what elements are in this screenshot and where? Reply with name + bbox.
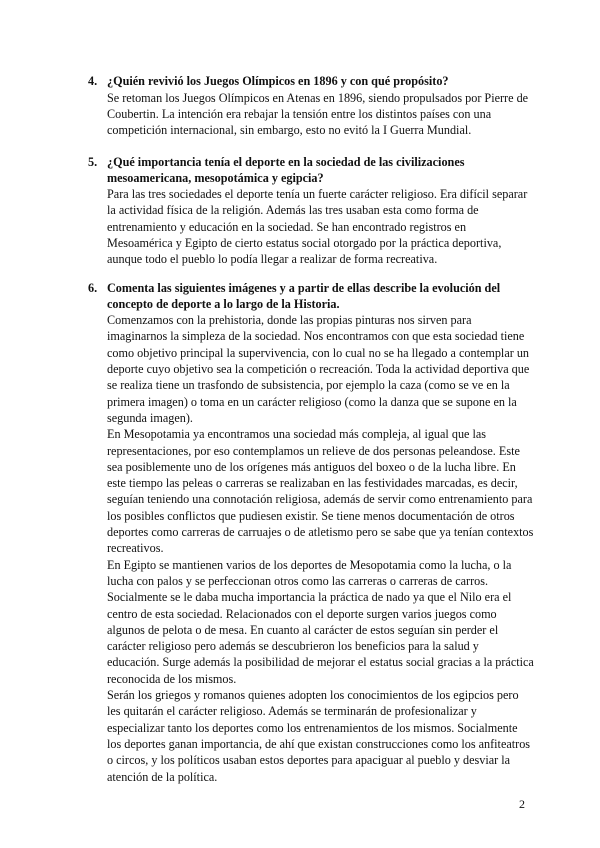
question-6-answer xyxy=(107,312,534,785)
question-5-title: ¿Qué importancia tenía el deporte en la sociedad de las civilizaciones mesoamericana, mesopotámica y egipcia? xyxy=(107,155,465,185)
question-4-heading xyxy=(88,74,534,90)
question-5-heading xyxy=(88,155,534,186)
answer-paragraph-mesopotamia: En Mesopotamia ya encontramos una sociedad más compleja, al igual que las representaciones, por eso contemplamos un relieve de dos personas peleandose. Este sea posiblemente uno de los orígenes más antiguos del boxeo o de la lucha libre. En este tiempo las peleas o carreras se realizaban en las festividades marcadas, es decir, seguían teniendo una connotación religiosa, además de servir como entrenamiento para los posibles conflictos que pudiesen existir. Se tiene menos documentación de otros deportes como carreras de carruajes o de atletismo pero se sabe que ya tenían contextos recreativos. xyxy=(107,427,534,556)
answer-paragraph-egypt: En Egipto se mantienen varios de los deportes de Mesopotamia como la lucha, o la lucha con palos y se perfeccionan otros como las carreras o carreras de carros. Socialmente se le daba mucha importancia la práctica de nado ya que el Nilo era el centro de esta sociedad. Relacionados con el deporte surgen varios juegos como algunos de pelota o de mesa. En cuanto al carácter de estos seguían sin perder el carácter religioso pero además se descubrieron los beneficios para la salud y educación. Surge además la posibilidad de mejorar el estatus social gracias a la práctica reconocida de los mismos. xyxy=(107,557,534,686)
answer-paragraph: Se retoman los Juegos Olímpicos en Atenas en 1896, siendo propulsados por Pierre de Coubertin. La intención era rebajar la tensión entre los distintos países con una competición internacional, sin embargo, esto no evitó la I Guerra Mundial. xyxy=(107,90,529,138)
question-6-heading xyxy=(88,281,534,312)
question-6-number: 6. xyxy=(88,281,98,295)
question-4-answer xyxy=(107,90,534,139)
question-6-title: Comenta las siguientes imágenes y a partir de ellas describe la evolución del concepto de deporte a lo largo de la Historia. xyxy=(107,281,501,311)
answer-paragraph-greece-rome: Serán los griegos y romanos quienes adopten los conocimientos de los egipcios pero les quitarán el carácter religioso. Además se terminarán de profesionalizar y especializar tanto los deportes como los entrenamientos de los mismos. Socialmente los deportes ganan importancia, de ahí que existan construcciones como los anfiteatros o circos, y los políticos usaban estos deportes para apaciguar al pueblo y desviar la atención de la política. xyxy=(107,688,531,784)
question-4-title: ¿Quién revivió los Juegos Olímpicos en 1896 y con qué propósito? xyxy=(107,74,449,88)
question-4-number: 4. xyxy=(88,74,98,88)
question-5-answer xyxy=(107,186,534,267)
page-number: 2 xyxy=(519,797,525,811)
question-6 xyxy=(88,281,534,785)
answer-paragraph: Para las tres sociedades el deporte tenía un fuerte carácter religioso. Era difícil separar la actividad física de la religión. Además las tres usaban esta como forma de entrenamiento y educación en la sociedad. Se han encontrado registros en Mesoamérica y Egipto de cierto estatus social otorgado por la práctica deportiva, aunque todo el pueblo lo podía llegar a realizar de forma recreativa. xyxy=(107,187,528,267)
question-4 xyxy=(88,74,534,138)
question-5-number: 5. xyxy=(88,155,98,169)
question-5 xyxy=(88,155,534,268)
answer-paragraph-prehistory: Comenzamos con la prehistoria, donde las propias pinturas nos sirven para imaginarnos la simpleza de la sociedad. Nos encontramos con que esta sociedad tiene como objetivo principal la supervivencia, con lo cual no se ha llegado a contemplar un deporte cuyo objetivo sea la competición o recreación. Toda la actividad deportiva que se realiza tiene un trasfondo de subsistencia, por ejemplo la caza (como se ve en la primera imagen) o toma en un carácter religioso (como la danza que se supone en la segunda imagen). xyxy=(107,313,530,425)
